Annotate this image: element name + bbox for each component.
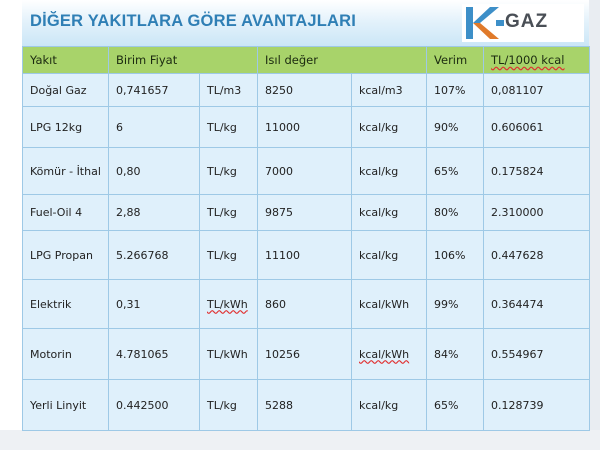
- slide-edge: [589, 0, 600, 450]
- efficiency: 65%: [427, 148, 484, 195]
- heat-unit: kcal/kWh: [352, 280, 427, 329]
- heat-unit: kcal/kg: [352, 195, 427, 231]
- efficiency: 106%: [427, 231, 484, 280]
- price-unit: TL/kg: [200, 148, 258, 195]
- cost-per-1000-kcal: 0.447628: [484, 231, 590, 280]
- fuel-name: LPG 12kg: [23, 107, 109, 148]
- column-header-cost-per-kcal: [484, 47, 590, 74]
- price-unit-text: TL/kWh: [207, 297, 248, 311]
- table-row: [23, 195, 590, 231]
- price-unit: TL/kg: [200, 107, 258, 148]
- heat-unit-text: kcal/kWh: [359, 347, 410, 361]
- efficiency: 84%: [427, 329, 484, 380]
- table-row: [23, 148, 590, 195]
- table-row: [23, 231, 590, 280]
- slide-bottom-edge: [0, 430, 600, 450]
- unit-price: 4.781065: [109, 329, 200, 380]
- fuel-name: LPG Propan: [23, 231, 109, 280]
- cost-per-1000-kcal: 0,081107: [484, 74, 590, 107]
- cost-per-kcal-label: TL/1000 kcal: [491, 53, 565, 67]
- efficiency: 80%: [427, 195, 484, 231]
- heat-unit: kcal/kg: [352, 148, 427, 195]
- unit-price: 0.442500: [109, 380, 200, 431]
- heat-value: 11000: [258, 107, 352, 148]
- fuel-name: Elektrik: [23, 280, 109, 329]
- unit-price: 0,741657: [109, 74, 200, 107]
- heat-unit: kcal/kg: [352, 380, 427, 431]
- price-unit: TL/kg: [200, 231, 258, 280]
- slide-title: DİĞER YAKITLARA GÖRE AVANTAJLARI: [30, 12, 357, 30]
- heat-value: 9875: [258, 195, 352, 231]
- price-unit: TL/kWh: [200, 329, 258, 380]
- heat-unit: kcal/kg: [352, 107, 427, 148]
- cost-per-1000-kcal: 0.554967: [484, 329, 590, 380]
- price-unit: TL/kg: [200, 380, 258, 431]
- table-row: [23, 107, 590, 148]
- unit-price: 5.266768: [109, 231, 200, 280]
- heat-unit: [352, 329, 427, 380]
- efficiency: 65%: [427, 380, 484, 431]
- cost-per-1000-kcal: 0.364474: [484, 280, 590, 329]
- heat-value: 11100: [258, 231, 352, 280]
- unit-price: 2,88: [109, 195, 200, 231]
- table-header-row: [23, 47, 590, 74]
- price-unit: TL/m3: [200, 74, 258, 107]
- fuel-name: Doğal Gaz: [23, 74, 109, 107]
- heat-value: 860: [258, 280, 352, 329]
- efficiency: 107%: [427, 74, 484, 107]
- cost-per-1000-kcal: 0.175824: [484, 148, 590, 195]
- heat-unit: kcal/m3: [352, 74, 427, 107]
- heat-value: 10256: [258, 329, 352, 380]
- table-row: [23, 280, 590, 329]
- heat-value: 5288: [258, 380, 352, 431]
- fuel-name: Fuel-Oil 4: [23, 195, 109, 231]
- table-row: [23, 329, 590, 380]
- fuel-name: Kömür - İthal: [23, 148, 109, 195]
- column-header-unit-price: Birim Fiyat: [109, 47, 258, 74]
- unit-price: 0,31: [109, 280, 200, 329]
- heat-value: 8250: [258, 74, 352, 107]
- cost-per-1000-kcal: 2.310000: [484, 195, 590, 231]
- heat-value: 7000: [258, 148, 352, 195]
- price-unit: TL/kg: [200, 195, 258, 231]
- fuel-name: Motorin: [23, 329, 109, 380]
- column-header-efficiency: Verim: [427, 47, 484, 74]
- logo-text: GAZ: [505, 11, 549, 32]
- fuel-name: Yerli Linyit: [23, 380, 109, 431]
- price-unit: [200, 280, 258, 329]
- table-row: [23, 380, 590, 431]
- unit-price: 0,80: [109, 148, 200, 195]
- cost-per-1000-kcal: 0.606061: [484, 107, 590, 148]
- heat-unit: kcal/kg: [352, 231, 427, 280]
- efficiency: 99%: [427, 280, 484, 329]
- fuel-comparison-table: [22, 46, 590, 431]
- column-header-fuel: Yakıt: [23, 47, 109, 74]
- column-header-heat-value: Isıl değer: [258, 47, 427, 74]
- efficiency: 90%: [427, 107, 484, 148]
- unit-price: 6: [109, 107, 200, 148]
- table-row: [23, 74, 590, 107]
- cost-per-1000-kcal: 0.128739: [484, 380, 590, 431]
